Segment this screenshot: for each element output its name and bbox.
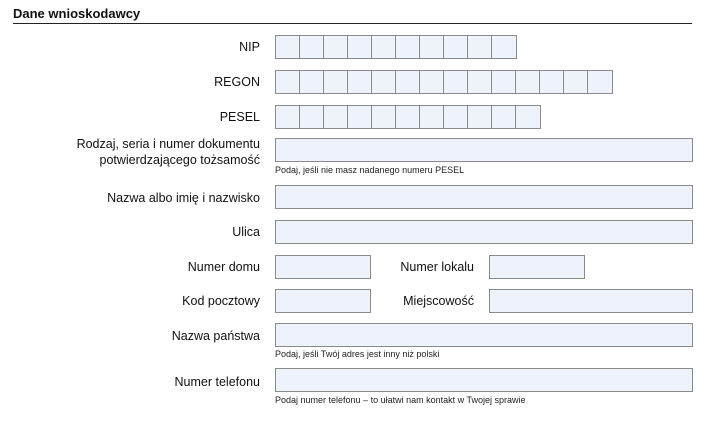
digit-cell[interactable]	[420, 106, 444, 128]
digit-cell[interactable]	[348, 106, 372, 128]
digit-cell[interactable]	[276, 71, 300, 93]
digit-cell[interactable]	[588, 71, 612, 93]
digit-cell[interactable]	[348, 36, 372, 58]
digit-cell[interactable]	[540, 71, 564, 93]
digit-cell[interactable]	[420, 71, 444, 93]
nip-label: NIP	[239, 40, 260, 54]
country-label: Nazwa państwa	[171, 329, 260, 343]
country-hint: Podaj, jeśli Twój adres jest inny niż polski	[275, 349, 440, 359]
street-input[interactable]	[275, 220, 693, 244]
nip-input[interactable]	[275, 35, 517, 59]
digit-cell[interactable]	[492, 106, 516, 128]
digit-cell[interactable]	[324, 71, 348, 93]
city-label: Miejscowość	[403, 294, 474, 308]
pesel-input[interactable]	[275, 105, 541, 129]
digit-cell[interactable]	[372, 71, 396, 93]
digit-cell[interactable]	[516, 71, 540, 93]
digit-cell[interactable]	[396, 36, 420, 58]
digit-cell[interactable]	[372, 36, 396, 58]
digit-cell[interactable]	[516, 106, 540, 128]
digit-cell[interactable]	[444, 71, 468, 93]
pesel-label: PESEL	[219, 110, 260, 124]
digit-cell[interactable]	[444, 106, 468, 128]
digit-cell[interactable]	[276, 106, 300, 128]
regon-input[interactable]	[275, 70, 613, 94]
digit-cell[interactable]	[300, 71, 324, 93]
digit-cell[interactable]	[492, 36, 516, 58]
section-title: Dane wnioskodawcy	[13, 6, 141, 21]
house-number-input[interactable]	[275, 255, 371, 279]
digit-cell[interactable]	[564, 71, 588, 93]
digit-cell[interactable]	[468, 106, 492, 128]
name-input[interactable]	[275, 185, 693, 209]
phone-label: Numer telefonu	[174, 375, 260, 389]
digit-cell[interactable]	[324, 106, 348, 128]
apartment-number-label: Numer lokalu	[400, 260, 474, 274]
regon-label: REGON	[214, 75, 260, 89]
digit-cell[interactable]	[468, 71, 492, 93]
digit-cell[interactable]	[372, 106, 396, 128]
document-label-line1: Rodzaj, seria i numer dokumentu	[76, 137, 260, 151]
document-label-line2: potwierdzającego tożsamość	[99, 153, 260, 167]
city-input[interactable]	[489, 289, 693, 313]
country-input[interactable]	[275, 323, 693, 347]
digit-cell[interactable]	[444, 36, 468, 58]
digit-cell[interactable]	[396, 106, 420, 128]
document-hint: Podaj, jeśli nie masz nadanego numeru PESEL	[275, 165, 465, 175]
digit-cell[interactable]	[300, 106, 324, 128]
postal-code-input[interactable]	[275, 289, 371, 313]
apartment-number-input[interactable]	[489, 255, 585, 279]
digit-cell[interactable]	[324, 36, 348, 58]
street-label: Ulica	[232, 225, 260, 239]
phone-input[interactable]	[275, 368, 693, 392]
digit-cell[interactable]	[420, 36, 444, 58]
name-label: Nazwa albo imię i nazwisko	[107, 191, 260, 205]
section-divider	[13, 23, 692, 24]
phone-hint: Podaj numer telefonu – to ułatwi nam kontakt w Twojej sprawie	[275, 395, 526, 405]
digit-cell[interactable]	[276, 36, 300, 58]
digit-cell[interactable]	[300, 36, 324, 58]
postal-code-label: Kod pocztowy	[182, 294, 260, 308]
document-input[interactable]	[275, 138, 693, 162]
house-number-label: Numer domu	[187, 260, 260, 274]
digit-cell[interactable]	[492, 71, 516, 93]
digit-cell[interactable]	[396, 71, 420, 93]
digit-cell[interactable]	[468, 36, 492, 58]
digit-cell[interactable]	[348, 71, 372, 93]
